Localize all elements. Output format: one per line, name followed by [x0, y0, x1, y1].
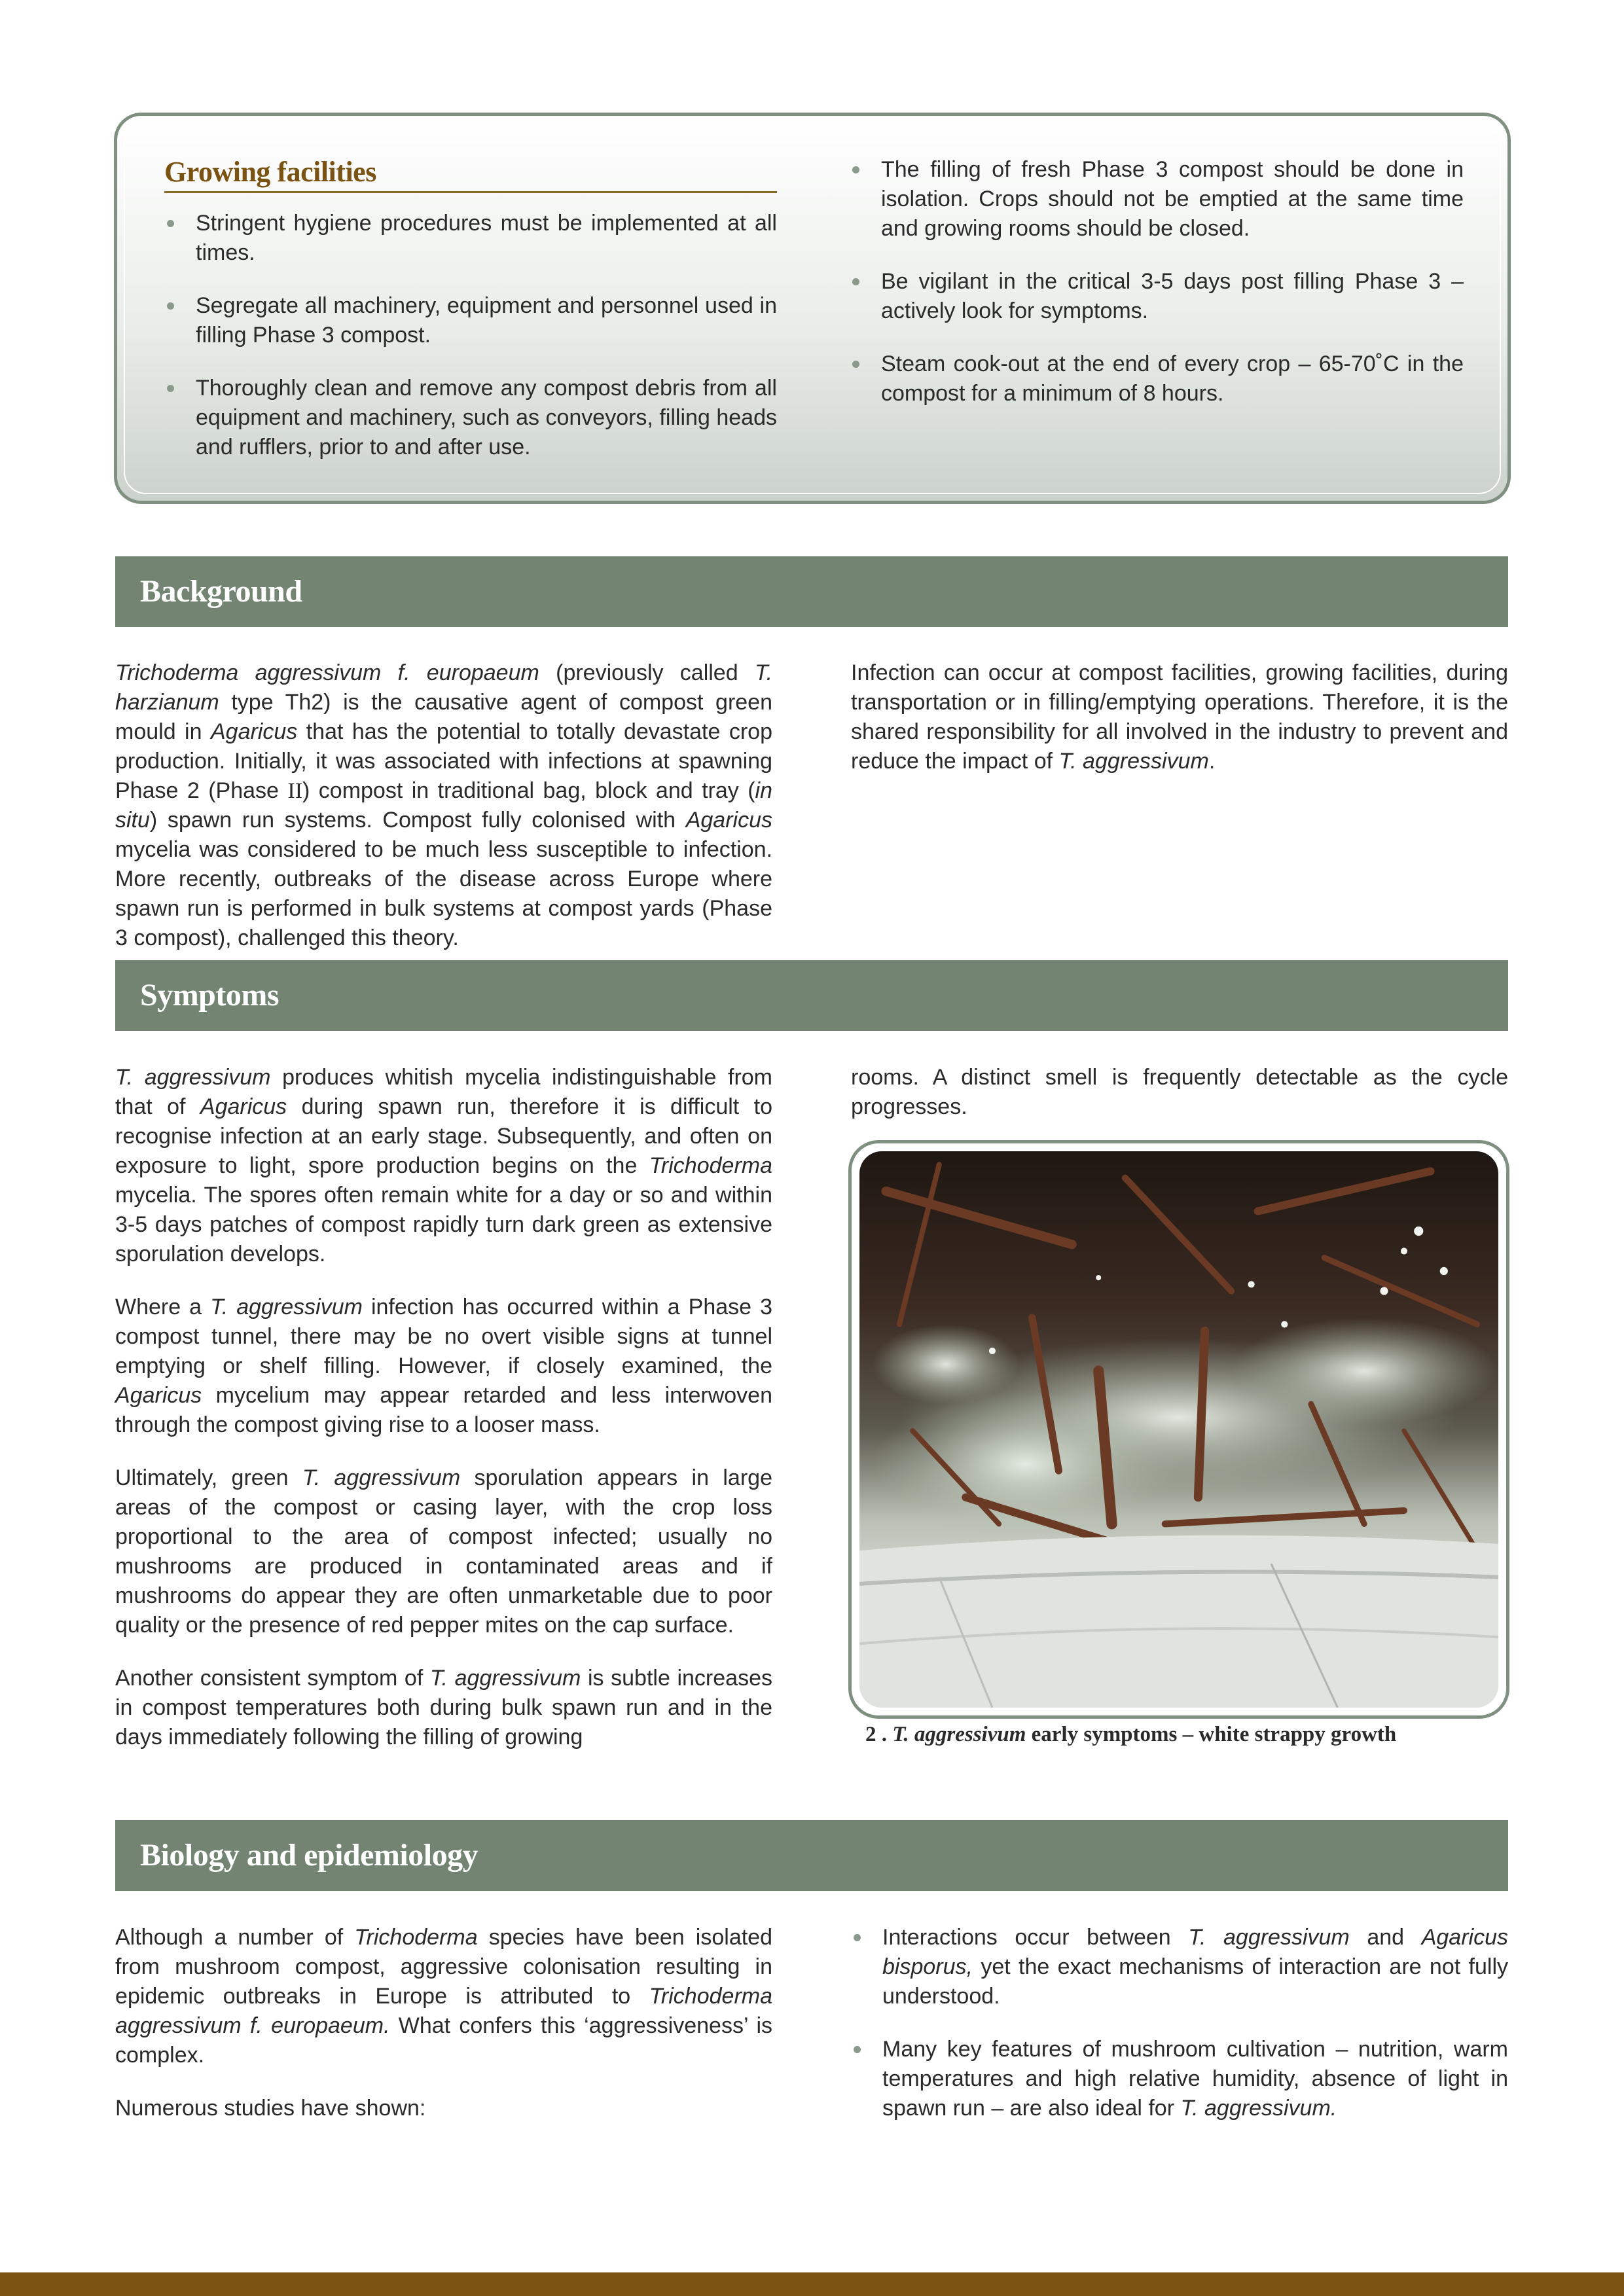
- bullet-list: [851, 1923, 1508, 2123]
- section-heading-background: Background: [115, 556, 1508, 627]
- compost-mycelium-image: [859, 1151, 1498, 1708]
- symptoms-paragraph-3: Ultimately, green T. aggressivum sporulation appears in large areas of the compost or casing layer, with the crop loss proportional to the area of compost infected; usually no mushrooms are produced in contaminated areas and if mushrooms do appear they are often unmarketable due to poor quality or the presence of red pepper mites on the cap surface.: [115, 1465, 772, 1638]
- symptom-photo: [859, 1151, 1498, 1708]
- growing-facilities-left-column: [164, 209, 777, 486]
- bullet-item: Stringent hygiene procedures must be implemented at all times.: [164, 209, 777, 268]
- section-heading-biology: Biology and epidemiology: [115, 1820, 1508, 1891]
- growing-facilities-heading: Growing facilities: [164, 155, 777, 193]
- growing-facilities-right-column: [850, 155, 1464, 432]
- biology-paragraph-1: Although a number of Trichoderma species have been isolated from mushroom compost, aggressive colonisation resulting in epidemic outbreaks in Europe is attributed to Trichoderma aggressivum f. europaeum. What confers this ‘aggressiveness’ is complex.: [115, 1925, 773, 2068]
- bullet-item: Steam cook-out at the end of every crop – 65-70˚C in the compost for a minimum of 8 hours.: [850, 350, 1464, 408]
- bullet-item: Be vigilant in the critical 3-5 days post filling Phase 3 – actively look for symptoms.: [850, 267, 1464, 326]
- bullet-item: Segregate all machinery, equipment and personnel used in filling Phase 3 compost.: [164, 291, 777, 350]
- bullet-item: The filling of fresh Phase 3 compost should be done in isolation. Crops should not be emptied at the same time and growing rooms should be closed.: [850, 155, 1464, 243]
- bullet-item: Many key features of mushroom cultivation – nutrition, warm temperatures and high relative humidity, absence of light in spawn run – are also ideal for T. aggressivum.: [851, 2035, 1508, 2123]
- symptoms-paragraph-4: Another consistent symptom of T. aggressivum is subtle increases in compost temperatures both during bulk spawn run and in the days immediately following the filling of growing: [115, 1666, 772, 1749]
- biology-paragraph-2: Numerous studies have shown:: [115, 2096, 426, 2121]
- symptom-photo-frame: [848, 1140, 1509, 1719]
- symptoms-paragraph-1: T. aggressivum produces whitish mycelia indistinguishable from that of Agaricus during spawn run, therefore it is difficult to recognise infection at an early stage. Subsequently, and often on exposure to light, spore production begins on the Trichoderma mycelia. The spores often remain white for a day or so and within 3-5 days patches of compost rapidly turn dark green as extensive sporulation develops.: [115, 1065, 772, 1266]
- background-paragraph-1: Trichoderma aggressivum f. europaeum (previously called T. harzianum type Th2) is the causative agent of compost green mould in Agaricus that has the potential to totally devastate crop production. Initially, it was associated with infections at spawning Phase 2 (Phase II) compost in traditional bag, block and tray (in situ) spawn run systems. Compost fully colonised with Agaricus mycelia was considered to be much less susceptible to infection. More recently, outbreaks of the disease across Europe where spawn run is performed in bulk systems at compost yards (Phase 3 compost), challenged this theory.: [115, 660, 773, 950]
- symptoms-right-column: [851, 1063, 1508, 1122]
- background-right-column: [851, 658, 1508, 776]
- section-heading-symptoms: Symptoms: [115, 960, 1508, 1031]
- biology-right-column: [851, 1923, 1508, 2147]
- biology-left-column: [115, 1923, 772, 2123]
- growing-facilities-box: [114, 113, 1511, 504]
- footer-band: [0, 2272, 1624, 2296]
- symptoms-paragraph-4-continued: rooms. A distinct smell is frequently detectable as the cycle progresses.: [851, 1065, 1508, 1119]
- figure-caption: 2 . T. aggressivum early symptoms – white strappy growth: [865, 1723, 1397, 1746]
- bullet-item: Thoroughly clean and remove any compost debris from all equipment and machinery, such as conveyors, filling heads and rufflers, prior to and after use.: [164, 374, 777, 462]
- background-paragraph-2: Infection can occur at compost facilities, growing facilities, during transportation or in filling/emptying operations. Therefore, it is the shared responsibility for all involved in the industry to prevent and reduce the impact of T. aggressivum.: [851, 660, 1508, 774]
- symptoms-left-column: [115, 1063, 772, 1752]
- background-left-column: [115, 658, 772, 953]
- bullet-list: [164, 209, 777, 462]
- bullet-list: [850, 155, 1464, 408]
- bullet-item: Interactions occur between T. aggressivum and Agaricus bisporus, yet the exact mechanisms of interaction are not fully understood.: [851, 1923, 1508, 2011]
- symptoms-paragraph-2: Where a T. aggressivum infection has occurred within a Phase 3 compost tunnel, there may be no overt visible signs at tunnel emptying or shelf filling. However, if closely examined, the Agaricus mycelium may appear retarded and less interwoven through the compost giving rise to a looser mass.: [115, 1295, 772, 1437]
